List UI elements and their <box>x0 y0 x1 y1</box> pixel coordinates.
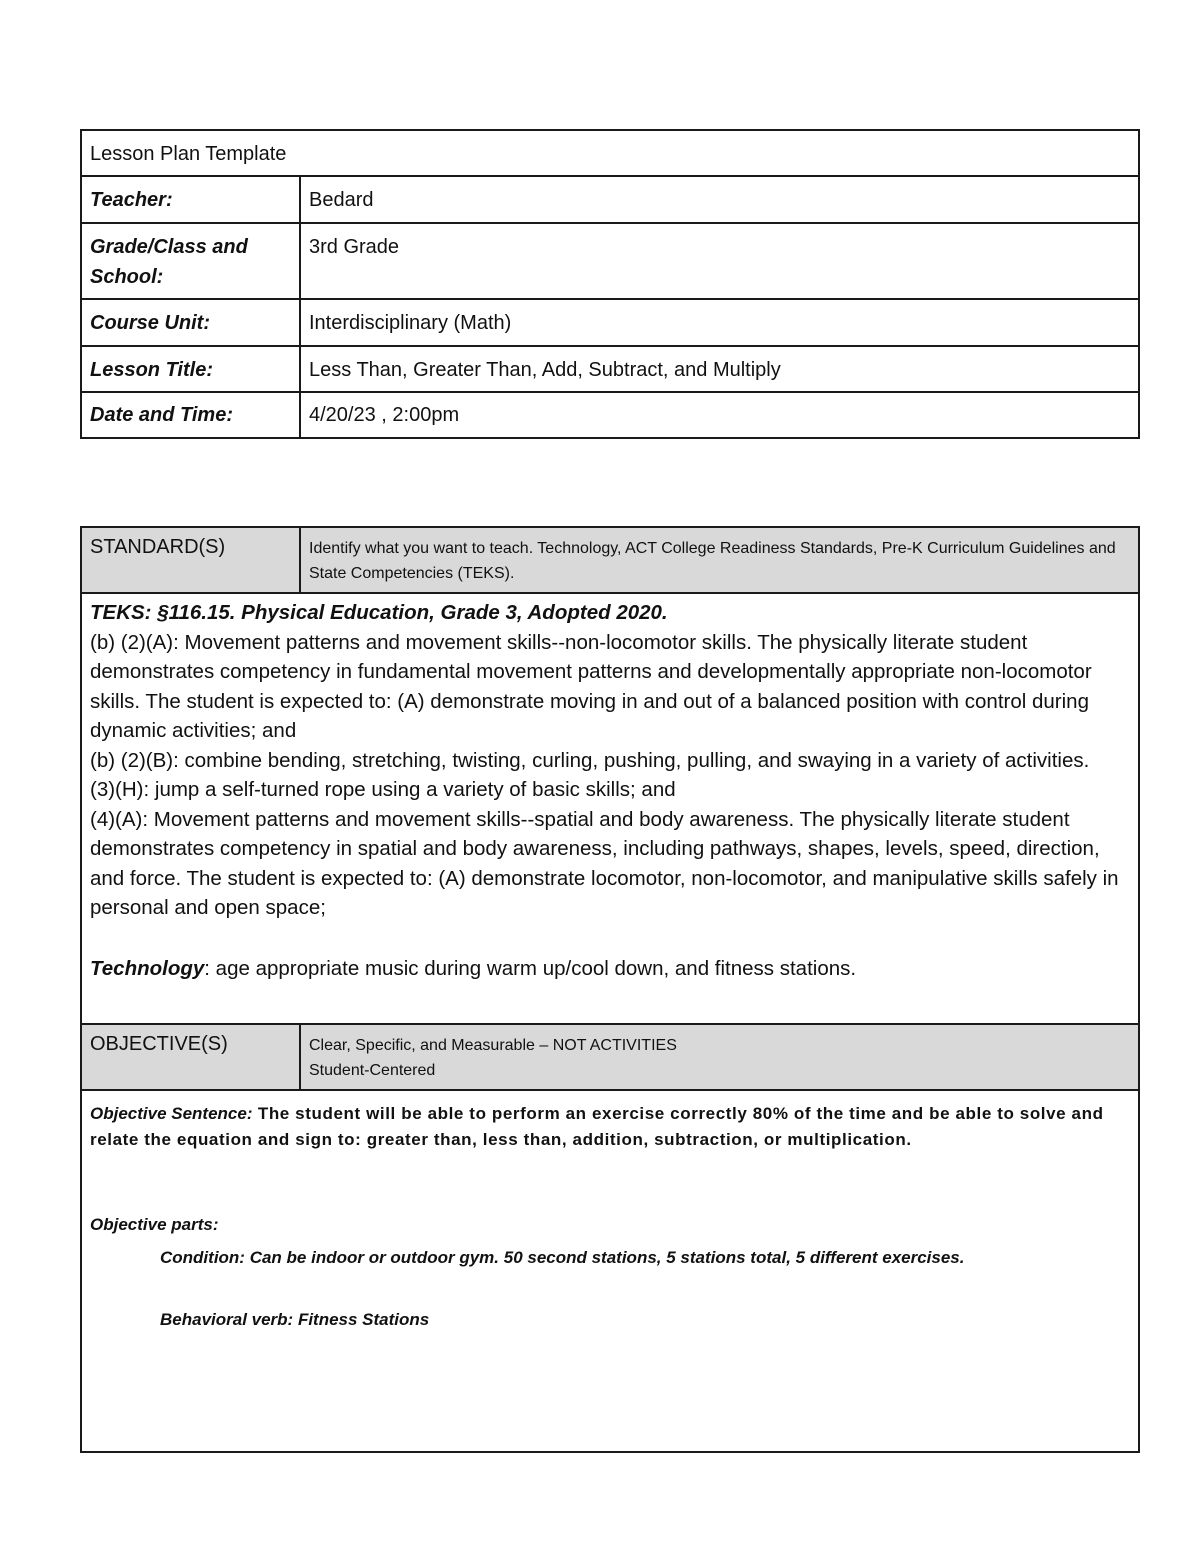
course-unit-label: Course Unit: <box>81 299 300 346</box>
date-time-label: Date and Time: <box>81 392 300 438</box>
objectives-instruction-line: Student-Centered <box>309 1062 436 1079</box>
objective-behavioral-verb: Behavioral verb: Fitness Stations <box>160 1310 430 1329</box>
teks-title: TEKS: §116.15. Physical Education, Grade 3, Adopted 2020. <box>90 601 668 624</box>
technology-text: : age appropriate music during warm up/cool down, and fitness stations. <box>204 956 857 980</box>
lesson-title-label: Lesson Title: <box>81 346 300 392</box>
date-time-value: 4/20/23 , 2:00pm <box>300 392 1139 438</box>
grade-label: Grade/Class and School: <box>81 223 300 299</box>
standard-paragraph: (b) (2)(A): Movement patterns and movement skills--non-locomotor skills. The physically literate student demonstrates competency in fundamental movement patterns and developmentally appropriate non-locomotor skills. The student is expected to: (A) demonstrate moving in and out of a balanced position with control during dynamic activities; and <box>90 630 1092 742</box>
teacher-value: Bedard <box>300 176 1139 223</box>
teacher-label: Teacher: <box>81 176 300 223</box>
objective-sentence <box>90 1101 1130 1153</box>
standard-paragraph: (4)(A): Movement patterns and movement skills--spatial and body awareness. The physically literate student demonstrates competency in spatial and body awareness, including pathways, shapes, levels, speed, direction, and force. The student is expected to: (A) demonstrate locomotor, non-locomotor, and manipulative skills safely in personal and open space; <box>90 807 1119 919</box>
objective-sentence-text: The student will be able to perform an exercise correctly 80% of the time and be able to solve and relate the equation and sign to: greater than, less than, addition, subtraction, or multiplication. <box>90 1104 1104 1149</box>
technology-line <box>90 954 1130 984</box>
standards-heading: STANDARD(S) <box>81 527 300 593</box>
objective-sentence-label: Objective Sentence: <box>90 1104 253 1123</box>
lesson-header-table <box>80 129 1140 439</box>
lesson-plan-title: Lesson Plan Template <box>81 130 1139 176</box>
objectives-instruction-line: Clear, Specific, and Measurable – NOT ACTIVITIES <box>309 1037 677 1054</box>
objectives-instructions <box>300 1024 1139 1090</box>
objective-parts-label: Objective parts: <box>90 1215 219 1234</box>
objective-condition: Condition: Can be indoor or outdoor gym. 50 second stations, 5 stations total, 5 different exercises. <box>160 1248 965 1267</box>
standards-content <box>81 593 1139 1024</box>
grade-value: 3rd Grade <box>300 223 1139 299</box>
standard-paragraph: (b) (2)(B): combine bending, stretching, twisting, curling, pushing, pulling, and swaying in a variety of activities. <box>90 748 1090 772</box>
objectives-content <box>81 1090 1139 1452</box>
course-unit-value: Interdisciplinary (Math) <box>300 299 1139 346</box>
objectives-heading: OBJECTIVE(S) <box>81 1024 300 1090</box>
standards-objectives-table <box>80 526 1140 1453</box>
lesson-title-value: Less Than, Greater Than, Add, Subtract, and Multiply <box>300 346 1139 392</box>
technology-label: Technology <box>90 956 205 980</box>
standards-instructions: Identify what you want to teach. Technology, ACT College Readiness Standards, Pre-K Curriculum Guidelines and State Competencies (TEKS). <box>300 527 1139 593</box>
standard-paragraph: (3)(H): jump a self-turned rope using a variety of basic skills; and <box>90 778 676 801</box>
